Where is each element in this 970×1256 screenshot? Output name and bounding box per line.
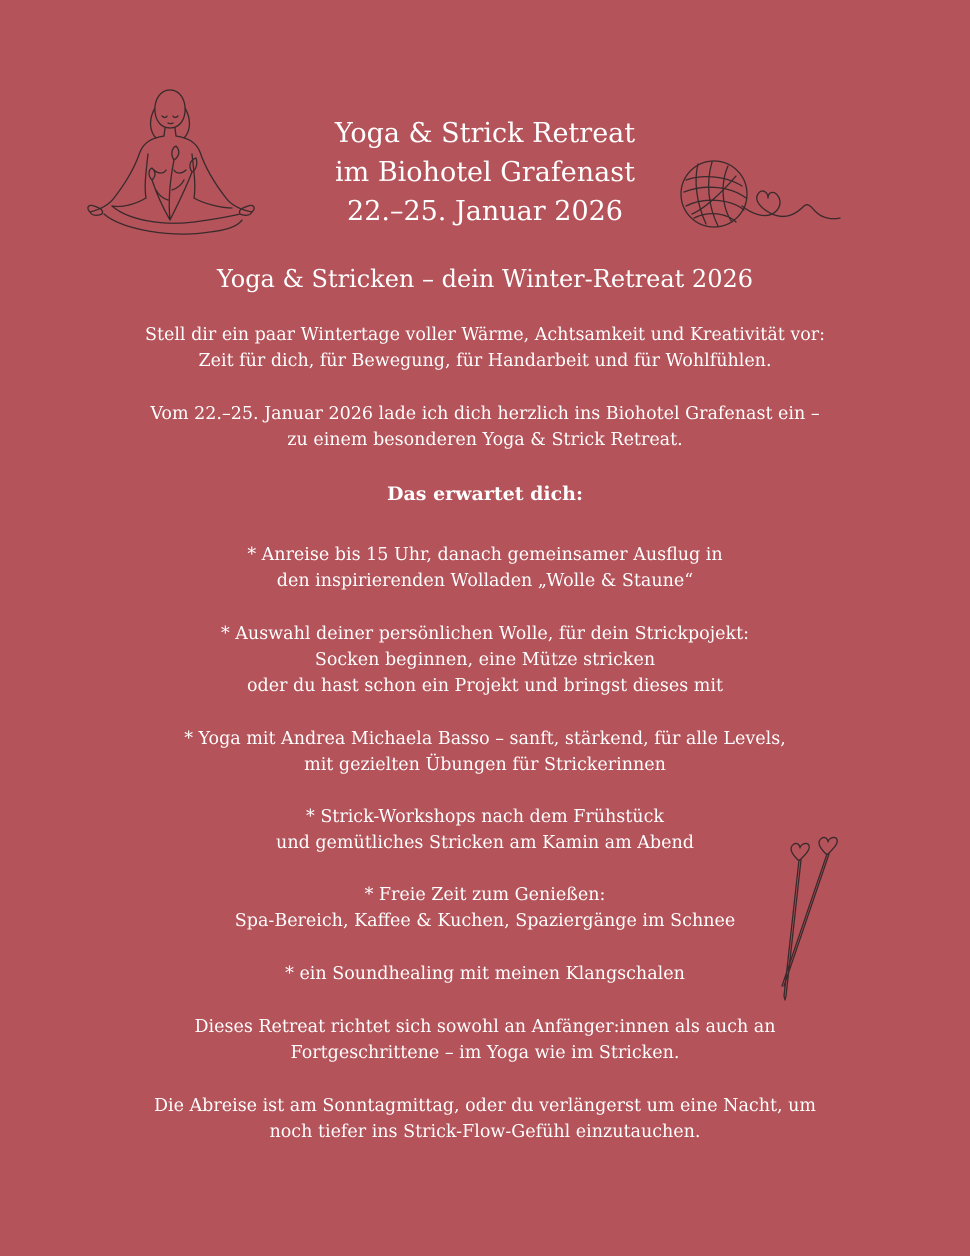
list-item	[0, 726, 970, 778]
audience-line-2: Fortgeschrittene – im Yoga wie im Stricken.	[290, 1043, 680, 1063]
list-item-line: * Freie Zeit zum Genießen:	[364, 885, 606, 905]
audience-line-1: Dieses Retreat richtet sich sowohl an Anfänger:innen als auch an	[194, 1017, 776, 1037]
list-item	[0, 804, 970, 856]
intro-line-1: Stell dir ein paar Wintertage voller Wärme, Achtsamkeit und Kreativität vor:	[144, 325, 826, 345]
title-line-2: im Biohotel Grafenast	[335, 157, 635, 188]
invite-line-1: Vom 22.–25. Januar 2026 lade ich dich herzlich ins Biohotel Grafenast ein –	[150, 404, 820, 424]
list-item-line: oder du hast schon ein Projekt und bringst dieses mit	[247, 676, 723, 696]
list-item-line: * Auswahl deiner persönlichen Wolle, für dein Strickpojekt:	[220, 624, 750, 644]
list-item-line: * Strick-Workshops nach dem Frühstück	[306, 807, 664, 827]
list-item-line: den inspirierenden Wolladen „Wolle & Staune“	[276, 571, 694, 591]
list-item-line: mit gezielten Übungen für Strickerinnen	[304, 755, 666, 775]
list-item-line: * Anreise bis 15 Uhr, danach gemeinsamer Ausflug in	[247, 545, 723, 565]
departure-line-1: Die Abreise ist am Sonntagmittag, oder du verlängerst um eine Nacht, um	[153, 1096, 816, 1116]
list-item-line: * Yoga mit Andrea Michaela Basso – sanft, stärkend, für alle Levels,	[184, 729, 786, 749]
list-item	[0, 542, 970, 594]
departure-paragraph	[0, 1093, 970, 1145]
list-item-line: Spa-Bereich, Kaffee & Kuchen, Spaziergänge im Schnee	[234, 911, 736, 931]
departure-line-2: noch tiefer ins Strick-Flow-Gefühl einzutauchen.	[269, 1122, 701, 1142]
list-item	[0, 621, 970, 699]
list-item	[0, 882, 970, 934]
invite-paragraph	[0, 401, 970, 453]
list-item-line: und gemütliches Stricken am Kamin am Abend	[276, 833, 694, 853]
retreat-title	[0, 114, 970, 231]
intro-paragraph	[0, 322, 970, 374]
expect-heading: Das erwartet dich:	[386, 483, 584, 505]
title-line-1: Yoga & Strick Retreat	[334, 118, 636, 149]
title-line-3: 22.–25. Januar 2026	[347, 196, 623, 227]
list-item	[0, 961, 970, 987]
list-item-line: Socken beginnen, eine Mütze stricken	[314, 650, 656, 670]
retreat-subtitle: Yoga & Stricken – dein Winter-Retreat 2026	[216, 265, 754, 293]
list-item-line: * ein Soundhealing mit meinen Klangschalen	[285, 964, 685, 984]
audience-paragraph	[0, 1014, 970, 1066]
invite-line-2: zu einem besonderen Yoga & Strick Retreat.	[287, 430, 683, 450]
intro-line-2: Zeit für dich, für Bewegung, für Handarbeit und für Wohlfühlen.	[198, 351, 772, 371]
